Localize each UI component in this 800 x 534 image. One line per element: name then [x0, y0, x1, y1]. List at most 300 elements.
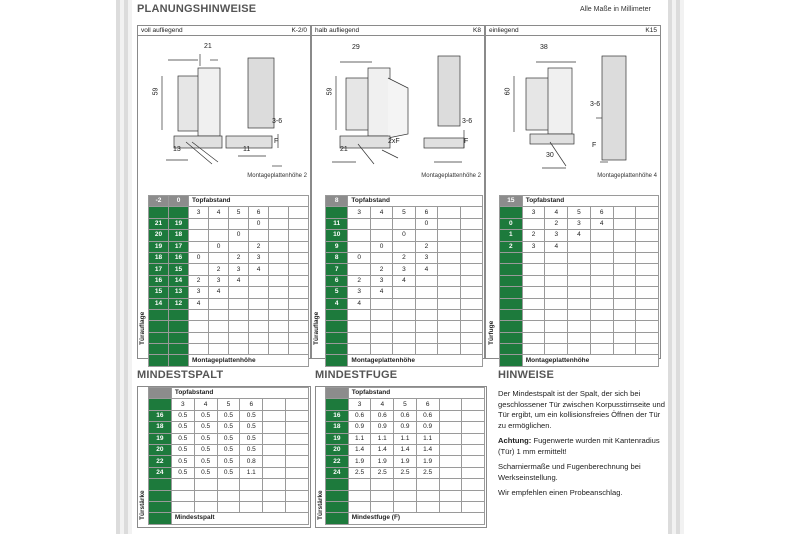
- table-cell: 4: [568, 230, 591, 241]
- dim-label: 21: [340, 146, 348, 153]
- table-cell: 1.1: [394, 433, 417, 444]
- table-row-label: [149, 321, 169, 332]
- table-row: [500, 230, 659, 241]
- table-cell: [545, 264, 568, 275]
- table-cell: [370, 309, 392, 320]
- table-row: [149, 298, 309, 309]
- table-cell: 1.9: [416, 456, 439, 467]
- table-row: [500, 287, 659, 298]
- table-cell: 3: [249, 252, 269, 263]
- table-cell: [393, 321, 415, 332]
- table-cell: [249, 230, 269, 241]
- table-cell: [439, 433, 462, 444]
- table-row: [149, 321, 309, 332]
- table-cell: [415, 275, 437, 286]
- dim-label: 59: [326, 87, 334, 96]
- table-cell: [568, 252, 591, 263]
- table-row: [149, 264, 309, 275]
- table-cell: 0.9: [394, 422, 417, 433]
- montage-label: Montageplattenhöhe 4: [597, 173, 657, 179]
- panel-header: [312, 26, 484, 36]
- table-cell: 0.5: [194, 444, 217, 455]
- table-cell: [522, 218, 545, 229]
- table-row-label: 22: [149, 456, 172, 467]
- table-row-label: 15: [149, 287, 169, 298]
- table-cell: 1.4: [348, 444, 371, 455]
- table-header-row: [149, 388, 309, 399]
- table-cell: [269, 230, 289, 241]
- table-row: [326, 218, 483, 229]
- table-cell: [462, 479, 485, 490]
- table-cell: [590, 287, 613, 298]
- table-cell: 0.5: [217, 433, 240, 444]
- table-cell: [286, 422, 309, 433]
- table-cell: [209, 344, 229, 355]
- table-row: [500, 252, 659, 263]
- table-row-label: [500, 275, 523, 286]
- table-row: [149, 241, 309, 252]
- table-cell: [522, 264, 545, 275]
- table-cell: [545, 332, 568, 343]
- table-row-label: 19: [149, 241, 169, 252]
- table-row-label: 1: [500, 230, 523, 241]
- hinweise-p2: [498, 436, 666, 457]
- table-cell: [263, 444, 286, 455]
- table-col-header: 3: [522, 207, 545, 218]
- table-row: [326, 444, 485, 455]
- table-row-label: 24: [149, 467, 172, 478]
- table-cell: [439, 467, 462, 478]
- table-cell: [217, 490, 240, 501]
- table-halb-aufliegend: [325, 195, 483, 367]
- table-header: Topfabstand: [171, 388, 308, 399]
- dim-label: 2xF: [388, 138, 400, 145]
- table-cell: [438, 230, 460, 241]
- table-cell: 2: [370, 264, 392, 275]
- table-header-row: [326, 388, 485, 399]
- table-row-label: 4: [326, 298, 348, 309]
- table-cell: [269, 287, 289, 298]
- table-cell: [370, 218, 392, 229]
- table-cell: 4: [229, 275, 249, 286]
- table-cell: [189, 321, 209, 332]
- table-cell: [438, 321, 460, 332]
- table-cell: 0: [229, 230, 249, 241]
- table-row-label: [500, 298, 523, 309]
- table-row-label: [169, 332, 189, 343]
- table-cell: [636, 309, 659, 320]
- table-cell: [269, 252, 289, 263]
- table-cell: [636, 287, 659, 298]
- table-row-label: [326, 321, 348, 332]
- table-cell: [229, 321, 249, 332]
- table-cell: [636, 230, 659, 241]
- table-cell: [348, 490, 371, 501]
- table-col-header: 3: [348, 207, 370, 218]
- table-cell: [189, 218, 209, 229]
- table-cell: [194, 479, 217, 490]
- table-cell: [460, 298, 482, 309]
- table-row: [149, 275, 309, 286]
- table-col-header: 5: [217, 399, 240, 410]
- table-cell: [439, 479, 462, 490]
- table-row-label: 9: [326, 241, 348, 252]
- table-cell: 2.5: [416, 467, 439, 478]
- table-cell: 1.1: [348, 433, 371, 444]
- table-row-label: 22: [326, 456, 349, 467]
- panel-code: K-2/0: [291, 27, 307, 34]
- table-cell: [545, 275, 568, 286]
- table-cell: [415, 287, 437, 298]
- table-cell: [394, 479, 417, 490]
- table-cell: [438, 332, 460, 343]
- table-row-label: 7: [326, 264, 348, 275]
- hinweise-warning-text: Fugenwerte wurden mit Kantenradius (Tür) 1 mm ermittelt!: [498, 436, 660, 456]
- table-blank: [149, 399, 172, 410]
- table-row: [326, 501, 485, 512]
- table-row: [326, 241, 483, 252]
- table-row-label: 19: [169, 218, 189, 229]
- table-cell: [229, 287, 249, 298]
- table-cell: [590, 230, 613, 241]
- table-row-label: 17: [149, 264, 169, 275]
- table-cell: 1.4: [394, 444, 417, 455]
- table-cell: 3: [189, 287, 209, 298]
- table-cell: [460, 321, 482, 332]
- table-col-header: 5: [568, 207, 591, 218]
- table-row-label: [326, 490, 349, 501]
- table-row-label: 15: [169, 264, 189, 275]
- table-cell: [462, 501, 485, 512]
- table-cell: [217, 501, 240, 512]
- table-cell: [229, 241, 249, 252]
- table-cell: 2: [393, 252, 415, 263]
- table-cell: [263, 479, 286, 490]
- table-cell: 0.5: [217, 422, 240, 433]
- table-cell: [568, 264, 591, 275]
- table-row-label: [326, 309, 348, 320]
- dim-label: 30: [546, 152, 554, 159]
- table-cell: [394, 501, 417, 512]
- table-cell: [269, 264, 289, 275]
- table-cell: [462, 422, 485, 433]
- table-cell: [439, 501, 462, 512]
- table-row: [149, 456, 309, 467]
- table-cell: [370, 252, 392, 263]
- table-cell: 2: [229, 252, 249, 263]
- table-cell: [229, 218, 249, 229]
- table-cell: [189, 344, 209, 355]
- table-cell: [439, 399, 462, 410]
- table-header-row: [149, 196, 309, 207]
- hinge-diagram-einliegend: [486, 38, 660, 188]
- table-footer-row: [326, 355, 483, 366]
- table-cell: [217, 479, 240, 490]
- table-cell: [348, 241, 370, 252]
- table-cell: [636, 275, 659, 286]
- table-row-label: [500, 344, 523, 355]
- table-cell: 0: [415, 218, 437, 229]
- table-row: [326, 410, 485, 421]
- table-cell: [545, 321, 568, 332]
- dim-label: 3-6: [462, 118, 473, 125]
- table-row-label: 18: [326, 422, 349, 433]
- table-row: [326, 332, 483, 343]
- table-row: [326, 264, 483, 275]
- table-cell: [348, 332, 370, 343]
- table-blank: [326, 399, 349, 410]
- table-col-header: 6: [590, 207, 613, 218]
- table-col-header: 3: [348, 399, 371, 410]
- table-cell: [415, 230, 437, 241]
- table-cell: [348, 230, 370, 241]
- table-cell: [289, 287, 309, 298]
- dim-label: 11: [243, 146, 251, 153]
- table-col-row: [149, 399, 309, 410]
- table-cell: [438, 218, 460, 229]
- table-row-label: [149, 479, 172, 490]
- table-header: Topfabstand: [348, 196, 483, 207]
- table-cell: [460, 230, 482, 241]
- table-row: [500, 321, 659, 332]
- table-cell: [416, 501, 439, 512]
- table-cell: [263, 433, 286, 444]
- table-cell: [348, 321, 370, 332]
- table-cell: [194, 501, 217, 512]
- table-cell: [438, 275, 460, 286]
- section-title-hinweise: HINWEISE: [498, 369, 554, 381]
- montage-label: Montageplattenhöhe 2: [247, 173, 307, 179]
- table-cell: [189, 230, 209, 241]
- table-cell: [460, 241, 482, 252]
- table-cell: [289, 241, 309, 252]
- table-cell: [348, 309, 370, 320]
- table-cell: 3: [415, 252, 437, 263]
- table-cell: 0.6: [348, 410, 371, 421]
- table-cell: [460, 332, 482, 343]
- table-cell: 0.5: [171, 467, 194, 478]
- table-vlabel: Türauflage: [139, 311, 146, 345]
- table-corner: [149, 388, 172, 399]
- table-cell: [438, 264, 460, 275]
- table-cell: 0.5: [217, 467, 240, 478]
- table-col-row: [326, 207, 483, 218]
- table-cell: [393, 309, 415, 320]
- table-cell: 2: [545, 218, 568, 229]
- table-cell: [263, 456, 286, 467]
- table-cell: [460, 252, 482, 263]
- table-cell: 0.6: [416, 410, 439, 421]
- table-cell: [590, 298, 613, 309]
- table-cell: [249, 298, 269, 309]
- table-col-row: [326, 399, 485, 410]
- section-title-mindestspalt: MINDESTSPALT: [137, 369, 224, 381]
- table-cell: 2: [189, 275, 209, 286]
- table-cell: [371, 490, 394, 501]
- table-row-label: 14: [169, 275, 189, 286]
- table-cell: [289, 298, 309, 309]
- table-cell: [289, 321, 309, 332]
- table-cell: [289, 275, 309, 286]
- table-cell: [522, 309, 545, 320]
- table-cell: [636, 344, 659, 355]
- table-cell: 4: [393, 275, 415, 286]
- table-cell: [522, 275, 545, 286]
- table-row-label: 16: [326, 410, 349, 421]
- table-cell: [522, 287, 545, 298]
- table-header-row: [326, 196, 483, 207]
- table-cell: [229, 298, 249, 309]
- table-cell: 1.4: [371, 444, 394, 455]
- table-cell: [613, 207, 636, 218]
- table-row-label: 24: [326, 467, 349, 478]
- table-cell: 0.9: [416, 422, 439, 433]
- table-col-header: 4: [371, 399, 394, 410]
- table-cell: 3: [370, 275, 392, 286]
- table-cell: [370, 321, 392, 332]
- table-cell: [370, 230, 392, 241]
- table-cell: [263, 490, 286, 501]
- table-cell: [229, 309, 249, 320]
- table-blank: [169, 207, 189, 218]
- panel-label: einliegend: [489, 27, 519, 34]
- table-row-label: 0: [500, 218, 523, 229]
- table-cell: 2: [209, 264, 229, 275]
- table-footer: Montageplattenhöhe: [348, 355, 483, 366]
- table-cell: [460, 344, 482, 355]
- table-row-label: 19: [326, 433, 349, 444]
- montage-label: Montageplattenhöhe 2: [421, 173, 481, 179]
- table-cell: [249, 287, 269, 298]
- table-cell: 3: [522, 241, 545, 252]
- table-blank: [149, 355, 169, 366]
- table-cell: [189, 241, 209, 252]
- table-cell: [438, 252, 460, 263]
- table-cell: [171, 479, 194, 490]
- table-cell: 0.5: [240, 422, 263, 433]
- table-cell: 3: [545, 230, 568, 241]
- table-footer: Mindestspalt: [171, 513, 308, 524]
- table-cell: [590, 275, 613, 286]
- table-cell: [371, 479, 394, 490]
- table-cell: [438, 344, 460, 355]
- table-row-label: [149, 332, 169, 343]
- table-corner: 8: [326, 196, 348, 207]
- table-cell: [522, 344, 545, 355]
- table-cell: [613, 309, 636, 320]
- table-row-label: [169, 344, 189, 355]
- hinweise-p3: Scharniermaße und Fugenberechnung bei Werkseinstellung.: [498, 462, 641, 482]
- table-cell: [522, 298, 545, 309]
- table-row-label: [149, 344, 169, 355]
- table-cell: [194, 490, 217, 501]
- table-cell: [462, 444, 485, 455]
- table-row-label: 10: [326, 230, 348, 241]
- right-stripe: [668, 0, 684, 534]
- table-cell: [460, 309, 482, 320]
- table-cell: [393, 218, 415, 229]
- table-cell: [568, 344, 591, 355]
- table-cell: [269, 275, 289, 286]
- table-row-label: 14: [149, 298, 169, 309]
- table-cell: [462, 433, 485, 444]
- table-cell: [462, 456, 485, 467]
- table-row-label: 16: [149, 410, 172, 421]
- table-row: [326, 467, 485, 478]
- table-cell: [438, 207, 460, 218]
- table-cell: [171, 501, 194, 512]
- table-cell: [415, 321, 437, 332]
- table-cell: [289, 264, 309, 275]
- table-cell: [416, 490, 439, 501]
- table-cell: 2.5: [394, 467, 417, 478]
- table-cell: [249, 309, 269, 320]
- table-cell: [289, 344, 309, 355]
- table-row: [326, 433, 485, 444]
- table-row-label: 11: [326, 218, 348, 229]
- table-row: [326, 344, 483, 355]
- hinweise-text: [498, 389, 666, 504]
- table-cell: [636, 298, 659, 309]
- table-cell: [568, 298, 591, 309]
- panel-code: K15: [645, 27, 657, 34]
- table-blank: [326, 207, 348, 218]
- table-row-label: 20: [149, 444, 172, 455]
- page-title: PLANUNGSHINWEISE: [137, 3, 257, 15]
- table-mindestspalt: [148, 387, 309, 525]
- table-cell: 3: [348, 287, 370, 298]
- table-row: [500, 332, 659, 343]
- table-cell: [289, 332, 309, 343]
- table-cell: 3: [229, 264, 249, 275]
- table-cell: [289, 207, 309, 218]
- table-cell: [370, 298, 392, 309]
- table-cell: [263, 399, 286, 410]
- table-col-header: 6: [415, 207, 437, 218]
- table-row-label: [169, 309, 189, 320]
- table-header: Topfabstand: [189, 196, 309, 207]
- table-cell: 4: [348, 298, 370, 309]
- table-row: [500, 309, 659, 320]
- table-cell: [263, 467, 286, 478]
- table-vlabel: Türstärke: [139, 490, 146, 520]
- table-row: [149, 218, 309, 229]
- table-cell: [439, 456, 462, 467]
- hinweise-warning-label: Achtung:: [498, 436, 532, 445]
- table-cell: 0.5: [240, 444, 263, 455]
- table-cell: [348, 501, 371, 512]
- table-row: [149, 332, 309, 343]
- table-row: [149, 287, 309, 298]
- panel-code: K8: [473, 27, 481, 34]
- table-blank: [169, 355, 189, 366]
- table-cell: [209, 252, 229, 263]
- table-cell: 1.1: [416, 433, 439, 444]
- table-row: [326, 490, 485, 501]
- table-row-label: 12: [169, 298, 189, 309]
- panel-label: voll aufliegend: [141, 27, 183, 34]
- table-footer: Montageplattenhöhe: [522, 355, 658, 366]
- table-cell: [415, 344, 437, 355]
- table-footer: Mindestfuge (F): [348, 513, 484, 524]
- table-cell: [545, 252, 568, 263]
- table-cell: [590, 321, 613, 332]
- table-row-label: 19: [149, 433, 172, 444]
- table-row-label: 20: [326, 444, 349, 455]
- table-cell: [286, 467, 309, 478]
- table-row-label: 21: [149, 218, 169, 229]
- table-row-label: 5: [326, 287, 348, 298]
